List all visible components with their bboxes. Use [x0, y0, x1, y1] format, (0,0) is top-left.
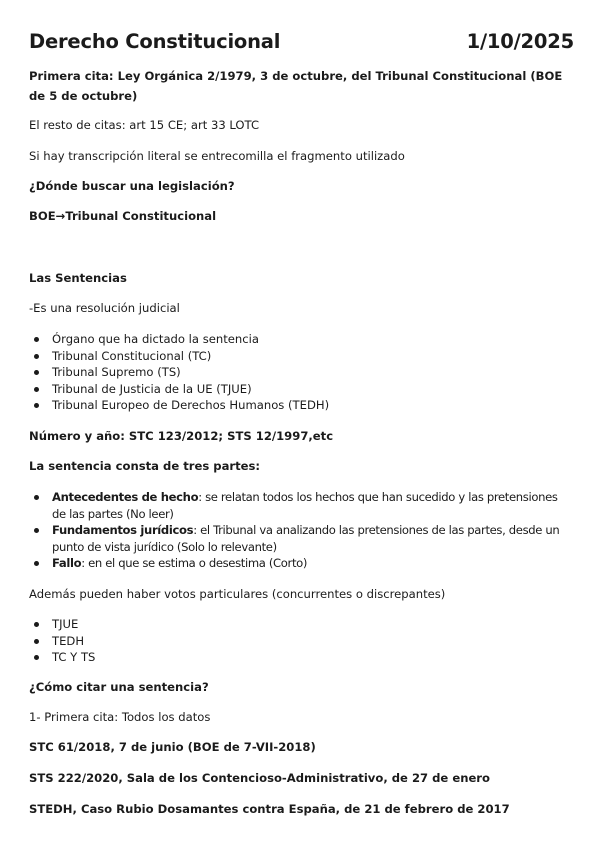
first-citation: Primera cita: Ley Orgánica 2/1979, 3 de octubre, del Tribunal Constitucional (BOE de 5 de octubre) — [29, 69, 563, 103]
votes-note: Además pueden haber votos particulares (concurrentes o discrepantes) — [29, 587, 446, 601]
list-item: TEDH — [29, 633, 574, 650]
part-description: : el Tribunal va analizando las pretensiones de las partes, desde un punto de vista jurídico (Solo lo relevante) — [52, 523, 560, 554]
organs-list — [29, 331, 574, 414]
sentencia-definition: -Es una resolución judicial — [29, 301, 180, 315]
citation-example: STS 222/2020, Sala de los Contencioso-Administrativo, de 27 de enero — [29, 771, 490, 785]
literal-transcription-note: Si hay transcripción literal se entrecomilla el fragmento utilizado — [29, 149, 405, 163]
header — [29, 30, 574, 56]
list-item: Tribunal Supremo (TS) — [29, 364, 574, 381]
list-item: Tribunal de Justicia de la UE (TJUE) — [29, 381, 574, 398]
section-heading-sentencias: Las Sentencias — [29, 271, 127, 285]
part-description: : en el que se estima o desestima (Corto) — [81, 556, 308, 570]
list-item: TC Y TS — [29, 649, 574, 666]
where-search-question: ¿Dónde buscar una legislación? — [29, 179, 235, 193]
part-description: : se relatan todos los hechos que han sucedido y las pretensiones de las partes (No leer) — [52, 490, 558, 521]
courts-list — [29, 616, 574, 666]
citation-example: STC 61/2018, 7 de junio (BOE de 7-VII-2018) — [29, 740, 316, 754]
list-item: Tribunal Europeo de Derechos Humanos (TEDH) — [29, 397, 574, 414]
parts-list — [29, 489, 574, 572]
first-cite-rule: 1- Primera cita: Todos los datos — [29, 710, 211, 724]
list-item — [29, 522, 574, 555]
section-heading-citar: ¿Cómo citar una sentencia? — [29, 680, 209, 694]
number-year: Número y año: STC 123/2012; STS 12/1997,etc — [29, 429, 334, 443]
list-item: Órgano que ha dictado la sentencia — [29, 331, 574, 348]
parts-heading: La sentencia consta de tres partes: — [29, 459, 261, 473]
list-item — [29, 555, 574, 572]
citation-example: STEDH, Caso Rubio Dosamantes contra España, de 21 de febrero de 2017 — [29, 802, 510, 816]
part-term: Fallo — [52, 556, 82, 570]
document-title: Derecho Constitucional — [29, 30, 281, 53]
list-item — [29, 489, 574, 522]
part-term: Fundamentos jurídicos — [52, 523, 194, 537]
part-term: Antecedentes de hecho — [52, 490, 199, 504]
where-search-answer: BOE→Tribunal Constitucional — [29, 209, 217, 223]
list-item: Tribunal Constitucional (TC) — [29, 348, 574, 365]
list-item: TJUE — [29, 616, 574, 633]
document-date: 1/10/2025 — [466, 30, 574, 53]
other-citations: El resto de citas: art 15 CE; art 33 LOTC — [29, 118, 260, 132]
